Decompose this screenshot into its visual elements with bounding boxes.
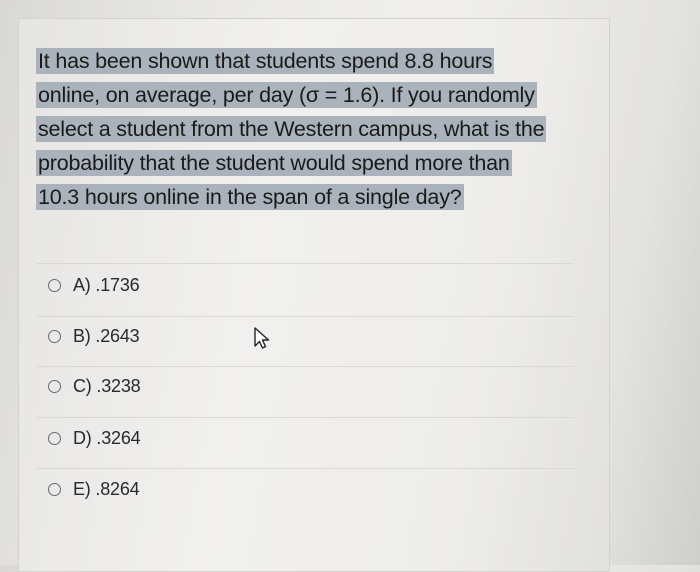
divider	[36, 263, 574, 264]
option-label: D) .3264	[73, 427, 141, 448]
option-e[interactable]	[48, 477, 139, 501]
divider	[36, 417, 574, 418]
question-line: online, on average, per day (σ = 1.6). If you randomly	[38, 83, 535, 107]
radio-unselected-icon[interactable]	[48, 330, 61, 343]
question-line: It has been shown that students spend 8.8 hours	[38, 49, 493, 73]
radio-unselected-icon[interactable]	[48, 483, 61, 496]
radio-unselected-icon[interactable]	[48, 432, 61, 445]
option-d[interactable]	[48, 426, 140, 450]
question-line: select a student from the Western campus, what is the	[38, 117, 545, 141]
option-label: C) .3238	[73, 375, 141, 396]
option-c[interactable]	[48, 374, 140, 398]
mouse-pointer-icon	[252, 326, 272, 350]
divider	[36, 316, 574, 317]
divider	[36, 366, 574, 367]
option-label: B) .2643	[73, 325, 140, 346]
option-b[interactable]	[48, 324, 139, 348]
radio-unselected-icon[interactable]	[48, 380, 61, 393]
option-label: A) .1736	[73, 274, 140, 295]
option-a[interactable]	[48, 273, 139, 297]
question-line: 10.3 hours online in the span of a single day?	[38, 185, 462, 209]
option-label: E) .8264	[73, 478, 140, 499]
question-line: probability that the student would spend more than	[38, 151, 510, 175]
divider	[36, 468, 574, 469]
question-text	[36, 44, 576, 214]
radio-unselected-icon[interactable]	[48, 279, 61, 292]
